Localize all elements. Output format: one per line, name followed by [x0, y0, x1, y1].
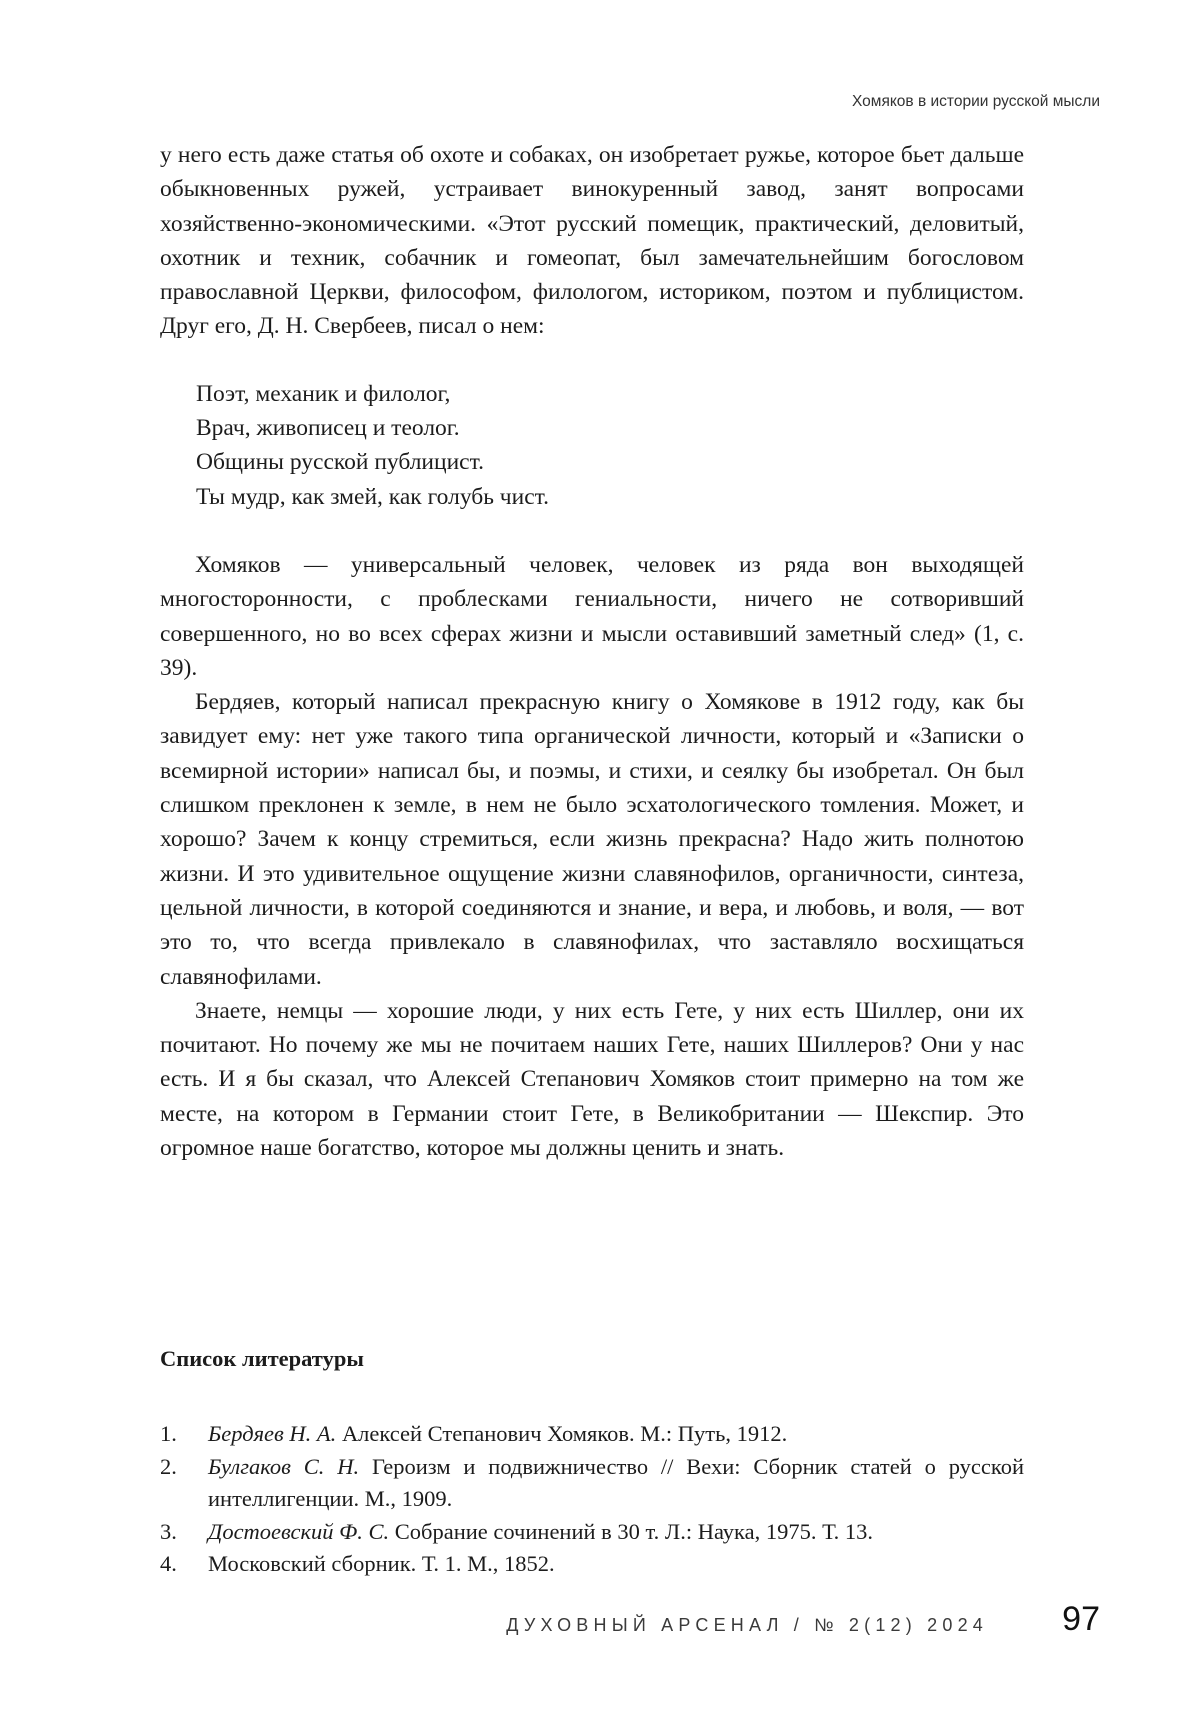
paragraph-1: у него есть даже статья об охоте и собаках, он изобретает ружье, которое бьет дальше обыкновенных ружей, устраивает винокуренный завод, занят вопросами хозяйственно-экономическими. «Этот русский помещик, практический, деловитый, охотник и техник, собачник и гомеопат, был замечательнейшим богословом православной Церкви, философом, филологом, историком, поэтом и публицистом. Друг его, Д. Н. Свербеев, писал о нем:: [160, 142, 1024, 340]
reference-number: 1.: [160, 1421, 177, 1446]
verse-line: Ты мудр, как змей, как голубь чист.: [196, 483, 550, 510]
verse-line: Врач, живописец и теолог.: [196, 415, 460, 442]
reference-number: 2.: [160, 1453, 177, 1479]
reference-number: 4.: [160, 1551, 177, 1576]
references-list: [160, 1418, 1024, 1581]
reference-author: Бердяев Н. А.: [208, 1421, 337, 1446]
reference-item: [160, 1451, 1024, 1516]
paragraph-4: Знаете, немцы — хорошие люди, у них есть Гете, у них есть Шиллер, они их почитают. Но почему же мы не почитаем наших Гете, наших Шиллеров? Они у нас есть. И я бы сказал, что Алексей Степанович Хомяков стоит примерно на том же месте, на котором в Германии стоит Гете, в Великобритании — Шекспир. Это огромное наше богатство, которое мы должны ценить и знать.: [160, 997, 1024, 1162]
verse-quote: [196, 377, 1024, 514]
page-number: 97: [1062, 1600, 1100, 1638]
reference-item: [160, 1418, 1024, 1451]
paragraph-2: Хомяков — универсальный человек, человек из ряда вон выходящей многосторонности, с проблесками гениальности, ничего не сотворивший совершенного, но во всех сферах жизни и мысли оставивший заметный след» (1, с. 39).: [160, 551, 1024, 681]
reference-item: [160, 1548, 1024, 1581]
reference-text: [208, 1451, 1024, 1516]
verse-line: Поэт, механик и филолог,: [196, 380, 451, 407]
reference-author: Достоевский Ф. С.: [208, 1518, 390, 1544]
references-heading: Список литературы: [160, 1346, 364, 1371]
running-title: Хомяков в истории русской мысли: [852, 93, 1100, 110]
reference-text: [208, 1548, 1024, 1581]
reference-title: Собрание сочинений в 30 т. Л.: Наука, 1975. Т. 13.: [394, 1518, 873, 1544]
journal-footer: ДУХОВНЫЙ АРСЕНАЛ / № 2(12) 2024: [506, 1615, 988, 1635]
reference-title: Алексей Степанович Хомяков. М.: Путь, 1912.: [341, 1421, 788, 1446]
verse-line: Общины русской публицист.: [196, 449, 484, 476]
reference-item: [160, 1516, 1024, 1549]
reference-title: Героизм и подвижничество // Вехи: Сборник статей о русской интеллигенции. М., 1909.: [208, 1453, 1024, 1511]
reference-text: [208, 1418, 1024, 1451]
paragraph-3: Бердяев, который написал прекрасную книгу о Хомякове в 1912 году, как бы завидует ему: нет уже такого типа органической личности, который и «Записки о всемирной истории» написал бы, и поэмы, и стихи, и сеялку бы изобретал. Он был слишком преклонен к земле, в нем не было эсхатологического томления. Может, и хорошо? Зачем к концу стремиться, если жизнь прекрасна? Надо жить полнотою жизни. И это удивительное ощущение жизни славянофилов, органичности, синтеза, цельной личности, в которой соединяются и знание, и вера, и любовь, и воля, — вот это то, что всегда привлекало в славянофилах, что заставляло восхищаться славянофилами.: [160, 689, 1024, 990]
article-body: [160, 138, 1024, 1165]
reference-author: Булгаков С. Н.: [208, 1453, 360, 1479]
reference-number: 3.: [160, 1518, 177, 1544]
reference-text: [208, 1516, 1024, 1549]
reference-title: Московский сборник. Т. 1. М., 1852.: [208, 1551, 555, 1576]
